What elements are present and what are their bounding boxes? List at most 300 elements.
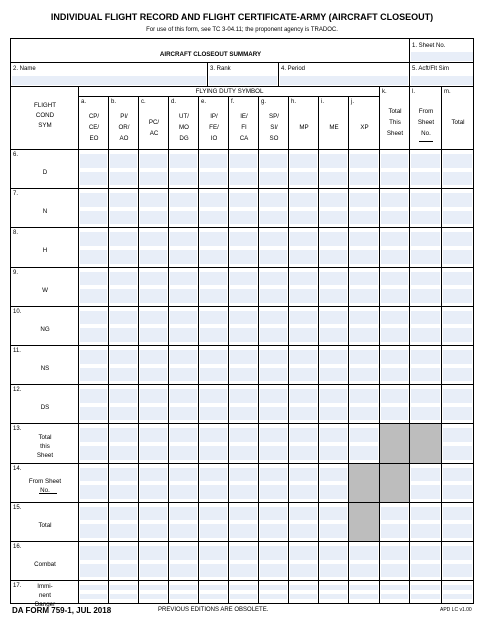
grid-field[interactable]	[260, 468, 287, 482]
grid-field[interactable]	[170, 485, 197, 499]
grid-field[interactable]	[411, 289, 440, 303]
grid-field[interactable]	[350, 407, 378, 421]
grid-field[interactable]	[320, 485, 347, 499]
grid-field[interactable]	[290, 368, 317, 382]
period-field[interactable]	[280, 76, 408, 85]
grid-field[interactable]	[80, 250, 107, 264]
grid-field[interactable]	[230, 193, 257, 207]
grid-field[interactable]	[320, 407, 347, 421]
grid-field[interactable]	[110, 350, 137, 364]
grid-field[interactable]	[140, 350, 167, 364]
grid-field[interactable]	[80, 193, 107, 207]
grid-field[interactable]	[411, 368, 440, 382]
grid-field[interactable]	[230, 524, 257, 538]
grid-field[interactable]	[320, 211, 347, 225]
grid-field[interactable]	[80, 368, 107, 382]
grid-field[interactable]	[80, 546, 107, 560]
grid-field[interactable]	[200, 250, 227, 264]
grid-field[interactable]	[230, 272, 257, 286]
grid-field[interactable]	[80, 594, 107, 599]
grid-field[interactable]	[381, 328, 408, 342]
grid-field[interactable]	[411, 468, 440, 482]
grid-field[interactable]	[381, 585, 408, 590]
grid-field[interactable]	[170, 172, 197, 186]
grid-field[interactable]	[320, 311, 347, 325]
grid-field[interactable]	[443, 250, 472, 264]
grid-field[interactable]	[290, 232, 317, 246]
grid-field[interactable]	[260, 172, 287, 186]
grid-field[interactable]	[170, 507, 197, 521]
grid-field[interactable]	[443, 172, 472, 186]
grid-field[interactable]	[80, 507, 107, 521]
grid-field[interactable]	[230, 507, 257, 521]
grid-field[interactable]	[443, 428, 472, 442]
grid-field[interactable]	[320, 250, 347, 264]
grid-field[interactable]	[170, 232, 197, 246]
grid-field[interactable]	[200, 232, 227, 246]
grid-field[interactable]	[230, 289, 257, 303]
grid-field[interactable]	[381, 594, 408, 599]
grid-field[interactable]	[290, 289, 317, 303]
grid-field[interactable]	[230, 154, 257, 168]
grid-field[interactable]	[200, 585, 227, 590]
grid-field[interactable]	[230, 172, 257, 186]
grid-field[interactable]	[140, 368, 167, 382]
grid-field[interactable]	[200, 193, 227, 207]
grid-field[interactable]	[290, 507, 317, 521]
grid-field[interactable]	[381, 524, 408, 538]
grid-field[interactable]	[80, 172, 107, 186]
grid-field[interactable]	[443, 211, 472, 225]
grid-field[interactable]	[140, 585, 167, 590]
grid-field[interactable]	[381, 172, 408, 186]
grid-field[interactable]	[140, 428, 167, 442]
grid-field[interactable]	[200, 428, 227, 442]
grid-field[interactable]	[381, 311, 408, 325]
grid-field[interactable]	[260, 485, 287, 499]
grid-field[interactable]	[140, 272, 167, 286]
grid-field[interactable]	[411, 485, 440, 499]
grid-field[interactable]	[411, 407, 440, 421]
grid-field[interactable]	[170, 446, 197, 460]
grid-field[interactable]	[110, 524, 137, 538]
grid-field[interactable]	[110, 389, 137, 403]
grid-field[interactable]	[350, 585, 378, 590]
grid-field[interactable]	[80, 154, 107, 168]
grid-field[interactable]	[290, 468, 317, 482]
grid-field[interactable]	[320, 368, 347, 382]
grid-field[interactable]	[290, 389, 317, 403]
grid-field[interactable]	[350, 193, 378, 207]
grid-field[interactable]	[170, 154, 197, 168]
grid-field[interactable]	[290, 485, 317, 499]
grid-field[interactable]	[290, 546, 317, 560]
grid-field[interactable]	[260, 389, 287, 403]
grid-field[interactable]	[200, 311, 227, 325]
grid-field[interactable]	[260, 154, 287, 168]
grid-field[interactable]	[411, 250, 440, 264]
grid-field[interactable]	[170, 250, 197, 264]
grid-field[interactable]	[110, 446, 137, 460]
grid-field[interactable]	[140, 407, 167, 421]
grid-field[interactable]	[200, 546, 227, 560]
grid-field[interactable]	[80, 311, 107, 325]
grid-field[interactable]	[200, 507, 227, 521]
grid-field[interactable]	[443, 446, 472, 460]
grid-field[interactable]	[320, 594, 347, 599]
grid-field[interactable]	[320, 289, 347, 303]
grid-field[interactable]	[200, 350, 227, 364]
grid-field[interactable]	[320, 564, 347, 578]
grid-field[interactable]	[381, 232, 408, 246]
grid-field[interactable]	[230, 311, 257, 325]
grid-field[interactable]	[170, 546, 197, 560]
grid-field[interactable]	[110, 193, 137, 207]
grid-field[interactable]	[170, 328, 197, 342]
grid-field[interactable]	[140, 232, 167, 246]
grid-field[interactable]	[110, 507, 137, 521]
grid-field[interactable]	[411, 594, 440, 599]
grid-field[interactable]	[350, 172, 378, 186]
grid-field[interactable]	[381, 193, 408, 207]
grid-field[interactable]	[350, 546, 378, 560]
grid-field[interactable]	[80, 211, 107, 225]
grid-field[interactable]	[443, 272, 472, 286]
grid-field[interactable]	[290, 154, 317, 168]
grid-field[interactable]	[350, 232, 378, 246]
grid-field[interactable]	[290, 328, 317, 342]
grid-field[interactable]	[200, 407, 227, 421]
grid-field[interactable]	[80, 428, 107, 442]
grid-field[interactable]	[260, 428, 287, 442]
grid-field[interactable]	[443, 407, 472, 421]
grid-field[interactable]	[381, 289, 408, 303]
grid-field[interactable]	[443, 546, 472, 560]
grid-field[interactable]	[290, 272, 317, 286]
grid-field[interactable]	[140, 468, 167, 482]
grid-field[interactable]	[110, 485, 137, 499]
grid-field[interactable]	[230, 546, 257, 560]
grid-field[interactable]	[443, 154, 472, 168]
grid-field[interactable]	[381, 389, 408, 403]
grid-field[interactable]	[443, 524, 472, 538]
grid-field[interactable]	[230, 468, 257, 482]
grid-field[interactable]	[290, 407, 317, 421]
grid-field[interactable]	[320, 546, 347, 560]
grid-field[interactable]	[170, 524, 197, 538]
grid-field[interactable]	[200, 154, 227, 168]
grid-field[interactable]	[110, 585, 137, 590]
grid-field[interactable]	[140, 564, 167, 578]
grid-field[interactable]	[80, 328, 107, 342]
grid-field[interactable]	[290, 311, 317, 325]
grid-field[interactable]	[200, 446, 227, 460]
grid-field[interactable]	[170, 350, 197, 364]
grid-field[interactable]	[200, 172, 227, 186]
grid-field[interactable]	[230, 232, 257, 246]
grid-field[interactable]	[200, 328, 227, 342]
grid-field[interactable]	[381, 564, 408, 578]
grid-field[interactable]	[443, 594, 472, 599]
grid-field[interactable]	[200, 211, 227, 225]
acft-sim-field[interactable]	[411, 76, 473, 85]
grid-field[interactable]	[80, 485, 107, 499]
grid-field[interactable]	[411, 154, 440, 168]
grid-field[interactable]	[170, 594, 197, 599]
grid-field[interactable]	[140, 289, 167, 303]
grid-field[interactable]	[260, 524, 287, 538]
grid-field[interactable]	[230, 594, 257, 599]
grid-field[interactable]	[443, 485, 472, 499]
grid-field[interactable]	[443, 328, 472, 342]
grid-field[interactable]	[170, 407, 197, 421]
grid-field[interactable]	[80, 407, 107, 421]
grid-field[interactable]	[140, 250, 167, 264]
grid-field[interactable]	[140, 446, 167, 460]
grid-field[interactable]	[381, 250, 408, 264]
grid-field[interactable]	[200, 368, 227, 382]
grid-field[interactable]	[411, 546, 440, 560]
grid-field[interactable]	[350, 211, 378, 225]
grid-field[interactable]	[443, 311, 472, 325]
grid-field[interactable]	[110, 311, 137, 325]
grid-field[interactable]	[110, 407, 137, 421]
grid-field[interactable]	[350, 564, 378, 578]
grid-field[interactable]	[260, 594, 287, 599]
grid-field[interactable]	[411, 311, 440, 325]
grid-field[interactable]	[411, 389, 440, 403]
grid-field[interactable]	[320, 328, 347, 342]
name-field[interactable]	[12, 76, 206, 85]
grid-field[interactable]	[320, 585, 347, 590]
grid-field[interactable]	[140, 485, 167, 499]
grid-field[interactable]	[443, 289, 472, 303]
grid-field[interactable]	[230, 350, 257, 364]
grid-field[interactable]	[110, 250, 137, 264]
grid-field[interactable]	[170, 311, 197, 325]
grid-field[interactable]	[350, 389, 378, 403]
grid-field[interactable]	[411, 507, 440, 521]
grid-field[interactable]	[230, 564, 257, 578]
grid-field[interactable]	[80, 350, 107, 364]
grid-field[interactable]	[290, 594, 317, 599]
grid-field[interactable]	[290, 524, 317, 538]
grid-field[interactable]	[350, 289, 378, 303]
grid-field[interactable]	[230, 211, 257, 225]
grid-field[interactable]	[110, 564, 137, 578]
grid-field[interactable]	[411, 585, 440, 590]
grid-field[interactable]	[230, 485, 257, 499]
grid-field[interactable]	[110, 172, 137, 186]
grid-field[interactable]	[381, 350, 408, 364]
grid-field[interactable]	[260, 250, 287, 264]
grid-field[interactable]	[411, 272, 440, 286]
grid-field[interactable]	[320, 272, 347, 286]
grid-field[interactable]	[170, 289, 197, 303]
grid-field[interactable]	[200, 468, 227, 482]
grid-field[interactable]	[110, 154, 137, 168]
grid-field[interactable]	[170, 272, 197, 286]
grid-field[interactable]	[290, 350, 317, 364]
grid-field[interactable]	[350, 594, 378, 599]
grid-field[interactable]	[320, 428, 347, 442]
grid-field[interactable]	[170, 468, 197, 482]
grid-field[interactable]	[110, 272, 137, 286]
grid-field[interactable]	[320, 232, 347, 246]
grid-field[interactable]	[140, 154, 167, 168]
grid-field[interactable]	[290, 250, 317, 264]
grid-field[interactable]	[170, 564, 197, 578]
grid-field[interactable]	[200, 289, 227, 303]
grid-field[interactable]	[260, 328, 287, 342]
grid-field[interactable]	[200, 524, 227, 538]
grid-field[interactable]	[260, 368, 287, 382]
grid-field[interactable]	[170, 428, 197, 442]
grid-field[interactable]	[80, 564, 107, 578]
grid-field[interactable]	[290, 446, 317, 460]
grid-field[interactable]	[110, 368, 137, 382]
grid-field[interactable]	[140, 211, 167, 225]
grid-field[interactable]	[200, 564, 227, 578]
grid-field[interactable]	[110, 232, 137, 246]
grid-field[interactable]	[260, 507, 287, 521]
grid-field[interactable]	[110, 428, 137, 442]
grid-field[interactable]	[320, 154, 347, 168]
grid-field[interactable]	[170, 585, 197, 590]
grid-field[interactable]	[320, 389, 347, 403]
grid-field[interactable]	[260, 272, 287, 286]
grid-field[interactable]	[443, 585, 472, 590]
grid-field[interactable]	[411, 524, 440, 538]
grid-field[interactable]	[110, 468, 137, 482]
grid-field[interactable]	[230, 328, 257, 342]
grid-field[interactable]	[140, 172, 167, 186]
grid-field[interactable]	[200, 389, 227, 403]
grid-field[interactable]	[260, 350, 287, 364]
grid-field[interactable]	[140, 311, 167, 325]
grid-field[interactable]	[350, 368, 378, 382]
grid-field[interactable]	[381, 211, 408, 225]
grid-field[interactable]	[200, 594, 227, 599]
grid-field[interactable]	[230, 428, 257, 442]
grid-field[interactable]	[80, 272, 107, 286]
grid-field[interactable]	[170, 211, 197, 225]
grid-field[interactable]	[381, 368, 408, 382]
grid-field[interactable]	[290, 172, 317, 186]
grid-field[interactable]	[443, 368, 472, 382]
grid-field[interactable]	[80, 389, 107, 403]
grid-field[interactable]	[350, 154, 378, 168]
grid-field[interactable]	[80, 585, 107, 590]
grid-field[interactable]	[230, 368, 257, 382]
grid-field[interactable]	[230, 446, 257, 460]
grid-field[interactable]	[411, 211, 440, 225]
grid-field[interactable]	[443, 232, 472, 246]
grid-field[interactable]	[290, 193, 317, 207]
grid-field[interactable]	[381, 507, 408, 521]
grid-field[interactable]	[320, 524, 347, 538]
grid-field[interactable]	[170, 368, 197, 382]
grid-field[interactable]	[230, 389, 257, 403]
grid-field[interactable]	[80, 524, 107, 538]
grid-field[interactable]	[350, 328, 378, 342]
grid-field[interactable]	[110, 594, 137, 599]
grid-field[interactable]	[320, 468, 347, 482]
grid-field[interactable]	[443, 350, 472, 364]
grid-field[interactable]	[411, 564, 440, 578]
grid-field[interactable]	[110, 289, 137, 303]
grid-field[interactable]	[140, 193, 167, 207]
grid-field[interactable]	[200, 485, 227, 499]
grid-field[interactable]	[260, 446, 287, 460]
grid-field[interactable]	[260, 232, 287, 246]
grid-field[interactable]	[260, 564, 287, 578]
grid-field[interactable]	[80, 232, 107, 246]
grid-field[interactable]	[290, 428, 317, 442]
grid-field[interactable]	[140, 524, 167, 538]
grid-field[interactable]	[443, 193, 472, 207]
grid-field[interactable]	[411, 193, 440, 207]
grid-field[interactable]	[350, 446, 378, 460]
grid-field[interactable]	[320, 507, 347, 521]
grid-field[interactable]	[140, 389, 167, 403]
grid-field[interactable]	[140, 507, 167, 521]
grid-field[interactable]	[411, 350, 440, 364]
grid-field[interactable]	[260, 311, 287, 325]
rank-field[interactable]	[209, 76, 277, 85]
grid-field[interactable]	[290, 585, 317, 590]
grid-field[interactable]	[170, 389, 197, 403]
grid-field[interactable]	[350, 428, 378, 442]
grid-field[interactable]	[260, 407, 287, 421]
grid-field[interactable]	[350, 350, 378, 364]
grid-field[interactable]	[260, 289, 287, 303]
grid-field[interactable]	[230, 250, 257, 264]
grid-field[interactable]	[110, 211, 137, 225]
grid-field[interactable]	[320, 446, 347, 460]
grid-field[interactable]	[260, 546, 287, 560]
grid-field[interactable]	[80, 289, 107, 303]
grid-field[interactable]	[80, 446, 107, 460]
grid-field[interactable]	[443, 507, 472, 521]
grid-field[interactable]	[411, 232, 440, 246]
grid-field[interactable]	[381, 546, 408, 560]
grid-field[interactable]	[290, 211, 317, 225]
grid-field[interactable]	[170, 193, 197, 207]
sheet-no-field[interactable]	[411, 52, 473, 61]
grid-field[interactable]	[350, 272, 378, 286]
grid-field[interactable]	[443, 468, 472, 482]
grid-field[interactable]	[381, 407, 408, 421]
grid-field[interactable]	[260, 193, 287, 207]
grid-field[interactable]	[443, 389, 472, 403]
grid-field[interactable]	[320, 172, 347, 186]
grid-field[interactable]	[140, 546, 167, 560]
grid-field[interactable]	[140, 594, 167, 599]
grid-field[interactable]	[290, 564, 317, 578]
grid-field[interactable]	[80, 468, 107, 482]
grid-field[interactable]	[200, 272, 227, 286]
grid-field[interactable]	[320, 193, 347, 207]
grid-field[interactable]	[381, 154, 408, 168]
grid-field[interactable]	[350, 311, 378, 325]
grid-field[interactable]	[411, 172, 440, 186]
grid-field[interactable]	[443, 564, 472, 578]
grid-field[interactable]	[411, 328, 440, 342]
grid-field[interactable]	[110, 328, 137, 342]
grid-field[interactable]	[110, 546, 137, 560]
grid-field[interactable]	[320, 350, 347, 364]
